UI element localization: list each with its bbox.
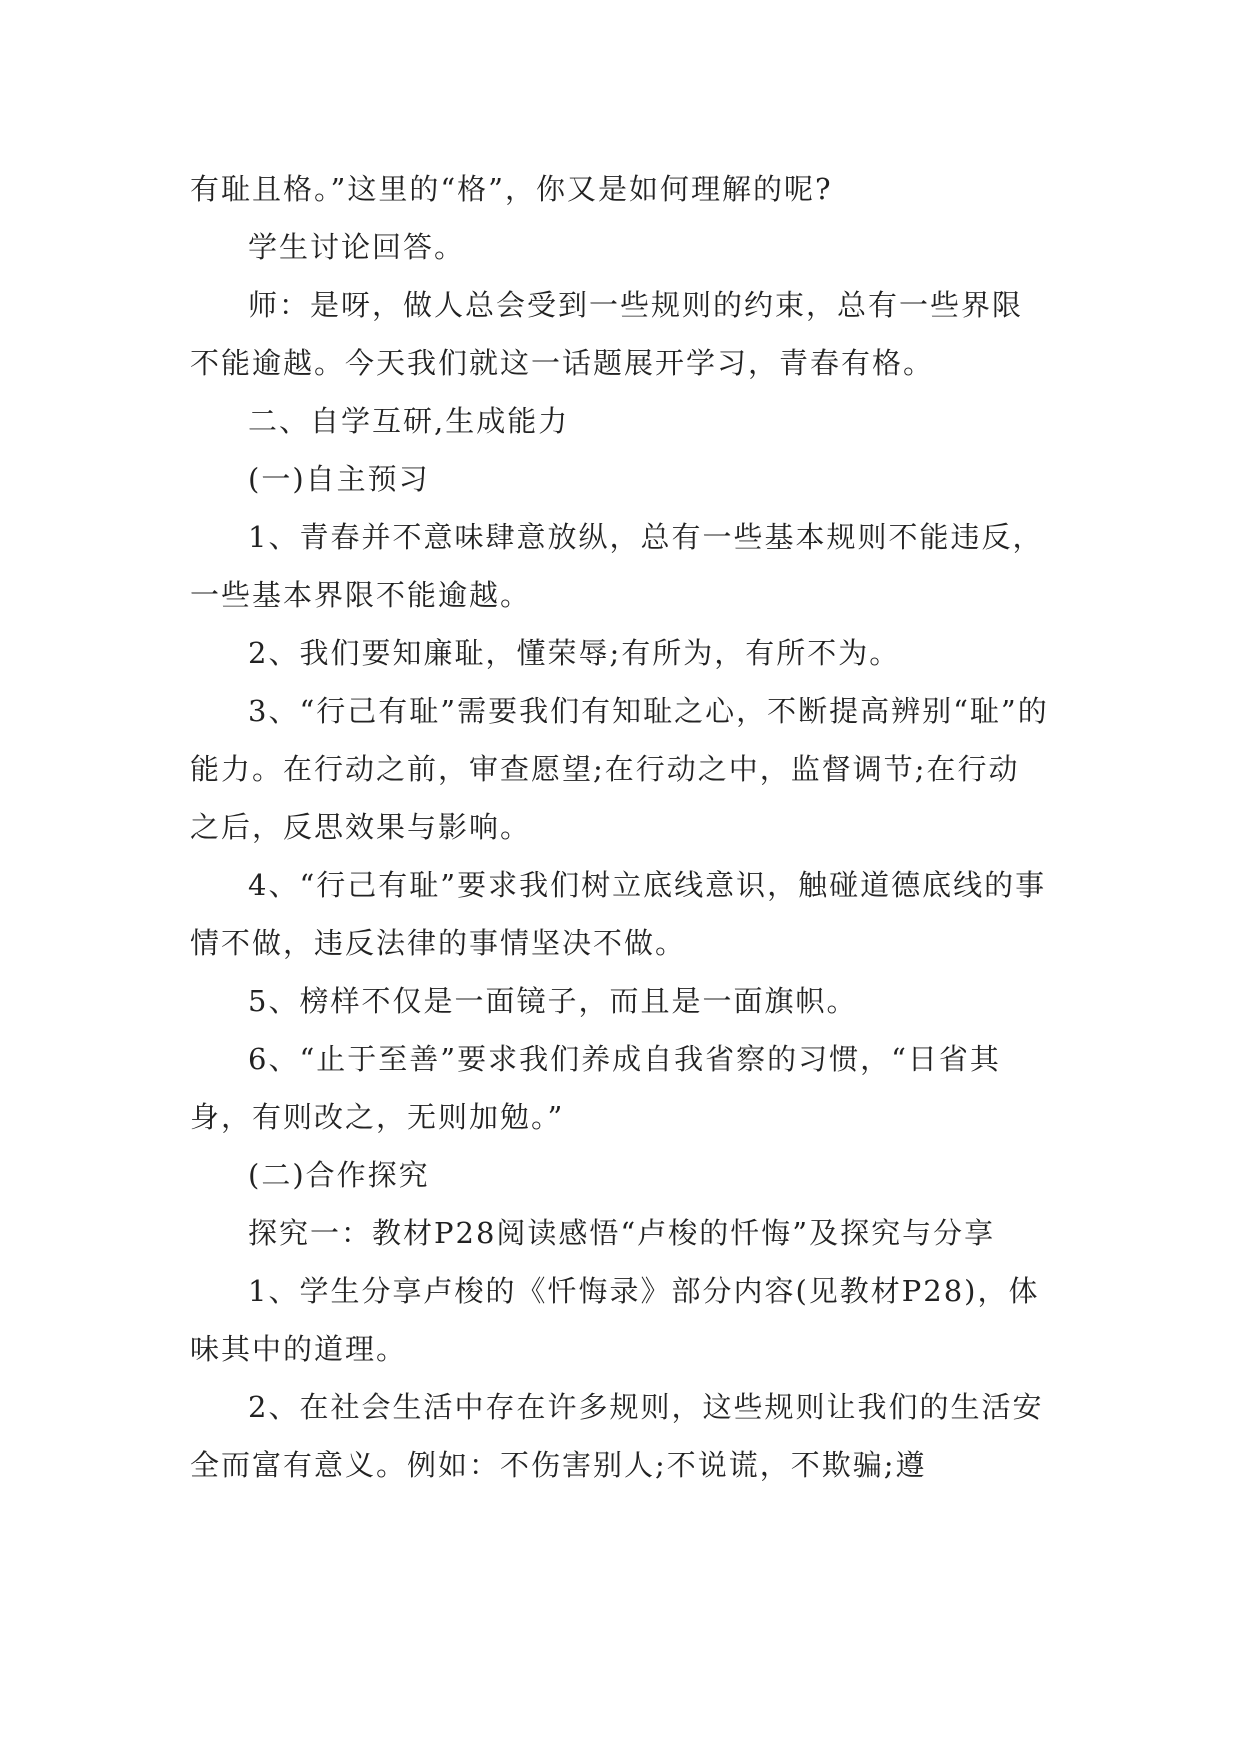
list-item-4: 4、“行己有耻”要求我们树立底线意识，触碰道德底线的事情不做，违反法律的事情坚决不做。 xyxy=(190,868,1047,960)
subsection-heading-2: (二)合作探究 xyxy=(248,1158,430,1192)
inquiry-heading-1: 探究一：教材P28阅读感悟“卢梭的忏悔”及探究与分享 xyxy=(248,1216,996,1250)
list-item-5: 5、榜样不仅是一面镜子，而且是一面旗帜。 xyxy=(248,984,858,1018)
section-heading-2: 二、自学互研,生成能力 xyxy=(248,404,570,438)
inquiry-item-2: 2、在社会生活中存在许多规则，这些规则让我们的生活安全而富有意义。例如：不伤害别人;不说谎，不欺骗;遵 xyxy=(190,1390,1044,1482)
subsection-heading-1: (一)自主预习 xyxy=(248,462,430,496)
list-item-3: 3、“行己有耻”需要我们有知耻之心，不断提高辨别“耻”的能力。在行动之前，审查愿望;在行动之中，监督调节;在行动之后，反思效果与影响。 xyxy=(190,694,1049,844)
list-item-1: 1、青春并不意味肆意放纵，总有一些基本规则不能违反，一些基本界限不能逾越。 xyxy=(190,520,1044,612)
list-item-2: 2、我们要知廉耻，懂荣辱;有所为，有所不为。 xyxy=(248,636,901,670)
paragraph-3: 师：是呀，做人总会受到一些规则的约束，总有一些界限不能逾越。今天我们就这一话题展开学习，青春有格。 xyxy=(190,288,1024,380)
document-body xyxy=(190,160,1050,1494)
list-item-6: 6、“止于至善”要求我们养成自我省察的习惯，“日省其身，有则改之，无则加勉。” xyxy=(190,1042,1001,1134)
paragraph-1: 有耻且格。”这里的“格”，你又是如何理解的呢? xyxy=(190,172,833,206)
inquiry-item-1: 1、学生分享卢梭的《忏悔录》部分内容(见教材P28)，体味其中的道理。 xyxy=(190,1274,1040,1366)
paragraph-2: 学生讨论回答。 xyxy=(248,230,466,264)
